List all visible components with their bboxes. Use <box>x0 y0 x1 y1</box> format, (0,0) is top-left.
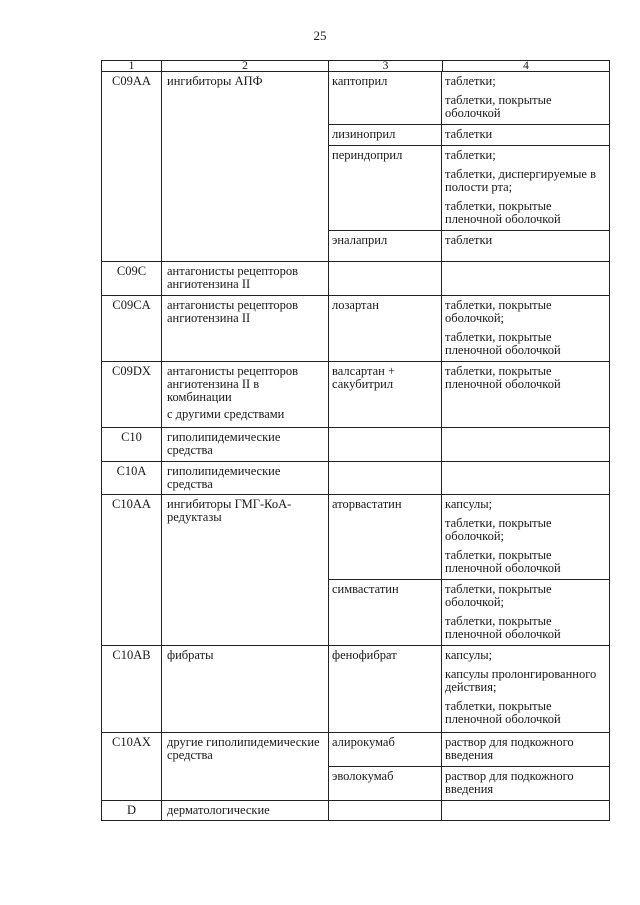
dosage-form: таблетки, покрытые пленочной оболочкой <box>445 199 561 226</box>
group-name-text: гиполипидемические средства <box>167 464 281 491</box>
dosage-form: таблетки, покрытые оболочкой <box>445 93 552 120</box>
atc-code: C09CA <box>102 296 162 362</box>
drug-name: аторвастатин <box>332 497 402 511</box>
group-name <box>162 72 329 262</box>
drug-entry <box>329 495 609 579</box>
column-header: 4 <box>443 61 610 72</box>
group-name-text: гиполипидемические средства <box>167 430 281 457</box>
atc-code: C10AB <box>102 646 162 733</box>
drug-name: каптоприл <box>332 74 388 88</box>
table-row <box>102 495 610 646</box>
drug-list <box>329 72 610 262</box>
group-name-text: ингибиторы АПФ <box>167 74 263 88</box>
group-name <box>162 262 329 296</box>
group-name <box>162 733 329 801</box>
drug-entry <box>329 733 609 766</box>
drug-entry <box>329 646 609 732</box>
group-name-text: антагонисты рецепторов ангиотензина II <box>167 298 299 325</box>
page-number: 25 <box>313 28 327 43</box>
drug-entry <box>329 124 609 145</box>
table-row <box>102 428 610 462</box>
drug-entry <box>329 72 609 124</box>
drug-name: валсартан + сакубитрил <box>332 364 395 391</box>
drug-classification-table <box>101 60 610 821</box>
dosage-form: таблетки, покрытые оболочкой; <box>445 516 552 543</box>
drug-entry <box>329 296 609 361</box>
drug-entry <box>329 230 609 261</box>
group-name-text: другие гиполипидемические средства <box>167 735 320 762</box>
dosage-form: таблетки, покрытые оболочкой; <box>445 582 552 609</box>
column-header: 2 <box>162 61 329 72</box>
dosage-form: капсулы; <box>445 497 493 511</box>
drug-list <box>329 462 610 495</box>
group-name <box>162 428 329 462</box>
dosage-form: таблетки, диспергируемые в полости рта; <box>445 167 596 194</box>
table-row <box>102 262 610 296</box>
group-name <box>162 296 329 362</box>
dosage-form: таблетки, покрытые пленочной оболочкой <box>445 614 561 641</box>
table-row <box>102 362 610 428</box>
drug-list <box>329 801 610 821</box>
atc-code: D <box>102 801 162 821</box>
column-header: 1 <box>102 61 162 72</box>
atc-code: C09DX <box>102 362 162 428</box>
group-name-text: дерматологические <box>167 803 270 817</box>
group-name-text: фибраты <box>167 648 214 662</box>
drug-name: эволокумаб <box>332 769 394 783</box>
table-row <box>102 733 610 801</box>
drug-name: периндоприл <box>332 148 403 162</box>
drug-list <box>329 296 610 362</box>
dosage-form: раствор для подкожного введения <box>445 735 574 762</box>
atc-code: C10 <box>102 428 162 462</box>
drug-list <box>329 495 610 646</box>
table-row <box>102 462 610 495</box>
atc-code: C09AA <box>102 72 162 262</box>
dosage-form: таблетки, покрытые пленочной оболочкой <box>445 548 561 575</box>
atc-code: C10AX <box>102 733 162 801</box>
group-name <box>162 801 329 821</box>
dosage-form: таблетки; <box>445 74 496 88</box>
dosage-form: таблетки, покрытые пленочной оболочкой <box>445 330 561 357</box>
drug-name: фенофибрат <box>332 648 397 662</box>
drug-list <box>329 362 610 428</box>
drug-list <box>329 733 610 801</box>
dosage-form: таблетки, покрытые пленочной оболочкой <box>445 699 561 726</box>
dosage-form: раствор для подкожного введения <box>445 769 574 796</box>
drug-entry <box>329 766 609 800</box>
dosage-form: капсулы пролонгированного действия; <box>445 667 597 694</box>
dosage-form: таблетки, покрытые оболочкой; <box>445 298 552 325</box>
drug-list <box>329 646 610 733</box>
group-name <box>162 462 329 495</box>
drug-name: лизиноприл <box>332 127 396 141</box>
dosage-form: таблетки <box>445 233 493 247</box>
dosage-form: таблетки; <box>445 148 496 162</box>
drug-name: лозартан <box>332 298 379 312</box>
table-row <box>102 296 610 362</box>
drug-name: алирокумаб <box>332 735 395 749</box>
drug-entry <box>329 579 609 645</box>
drug-name: эналаприл <box>332 233 388 247</box>
group-name-text: антагонисты рецепторов ангиотензина II в комбинации <box>167 364 299 404</box>
group-name <box>162 646 329 733</box>
table-row <box>102 646 610 733</box>
drug-name: симвастатин <box>332 582 399 596</box>
atc-code: C10A <box>102 462 162 495</box>
header-row <box>102 61 610 72</box>
group-name-text: с другими средствами <box>167 407 285 421</box>
drug-list <box>329 262 610 296</box>
group-name <box>162 495 329 646</box>
dosage-form: капсулы; <box>445 648 493 662</box>
dosage-form: таблетки <box>445 127 493 141</box>
atc-code: C09C <box>102 262 162 296</box>
atc-code: C10AA <box>102 495 162 646</box>
drug-entry <box>329 362 609 427</box>
table-row <box>102 72 610 262</box>
table-row <box>102 801 610 821</box>
drug-entry <box>329 145 609 230</box>
drug-list <box>329 428 610 462</box>
group-name <box>162 362 329 428</box>
group-name-text: ингибиторы ГМГ-КоА-редуктазы <box>167 497 292 524</box>
group-name-text: антагонисты рецепторов ангиотензина II <box>167 264 299 291</box>
dosage-form: таблетки, покрытые пленочной оболочкой <box>445 364 561 391</box>
column-header: 3 <box>329 61 443 72</box>
